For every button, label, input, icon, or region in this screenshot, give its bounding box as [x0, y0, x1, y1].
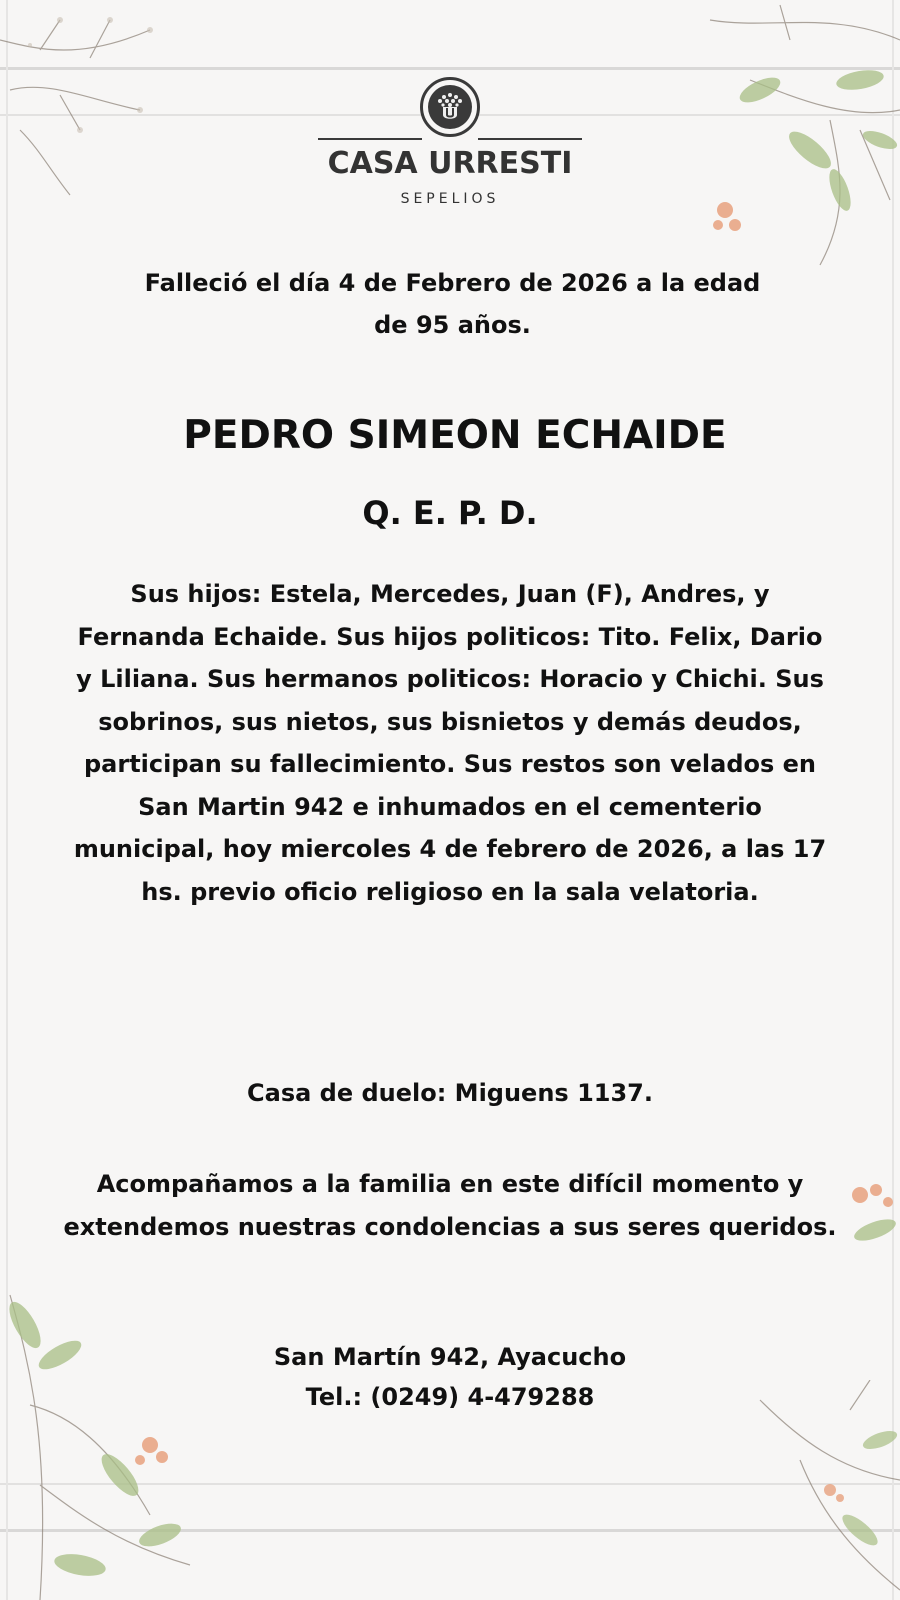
- brand-subtitle: SEPELIOS: [400, 191, 500, 207]
- condolences-message: Acompañamos a la familia en este difícil momento y extendemos nuestras condolencias a sus seres queridos.: [63, 1170, 837, 1241]
- brand-logo: [0, 74, 900, 214]
- mourning-house: Casa de duelo: Miguens 1137.: [247, 1079, 653, 1107]
- logo-rule-right: [478, 138, 582, 140]
- logo-rule-left: [318, 138, 422, 140]
- death-date-text: Falleció el día 4 de Febrero de 2026 a la edad de 95 años.: [144, 269, 761, 339]
- tree-shield-icon: [420, 77, 480, 137]
- floral-bottom-left-icon: [0, 1285, 200, 1600]
- address-text: San Martín 942, Ayacucho: [273, 1343, 627, 1371]
- deceased-name: PEDRO SIMEON ECHAIDE: [183, 413, 727, 458]
- family-announcement: Sus hijos: Estela, Mercedes, Juan (F), Andres, y Fernanda Echaide. Sus hijos politicos: Tito. Felix, Dario y Liliana. Sus hermanos politicos: Horacio y Chichi. Sus sobrinos, sus nietos, sus bisnietos y demás deudos, participan su fallecimiento. Sus restos son velados en San Martin 942 e inhumados en el cementerio municipal, hoy miercoles 4 de febrero de 2026, a las 17 hs. previo oficio religioso en la sala velatoria.: [73, 580, 827, 906]
- qepd-text: Q. E. P. D.: [362, 494, 538, 532]
- floral-bottom-right-icon: [740, 1380, 900, 1600]
- phone-text: Tel.: (0249) 4-479288: [305, 1383, 595, 1411]
- contact-info: [200, 1337, 700, 1417]
- brand-name: CASA URRESTI: [327, 146, 573, 181]
